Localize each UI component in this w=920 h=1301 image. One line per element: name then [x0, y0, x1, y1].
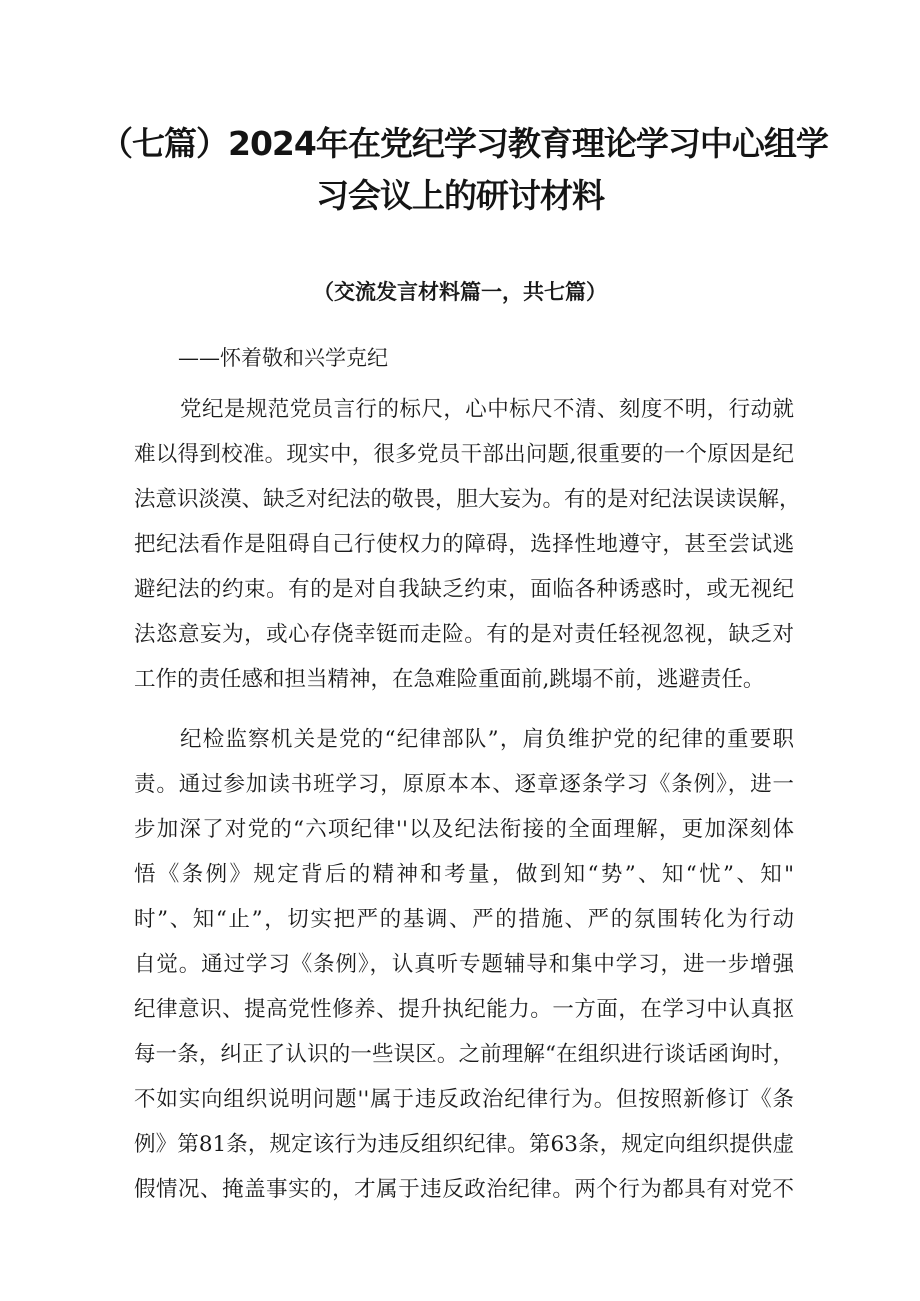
- paragraph-line: 难以得到校准。现实中，很多党员干部出问题,很重要的一个原因是纪: [134, 442, 794, 467]
- paragraph-line: 纪律意识、提高党性修养、提升执纪能力。一方面，在学习中认真抠: [134, 997, 794, 1022]
- paragraph-line: 法恣意妄为，或心存侥幸铤而走险。有的是对责任轻视忽视，缺乏对: [134, 622, 794, 647]
- paragraph-line: 纪检监察机关是党的“纪律部队”，肩负维护党的纪律的重要职: [180, 727, 794, 752]
- paragraph-line: 责。通过参加读书班学习，原原本本、逐章逐条学习《条例》，进一: [134, 772, 794, 797]
- paragraph-line: 步加深了对党的“六项纪律''以及纪法衔接的全面理解，更加深刻体: [134, 817, 794, 842]
- paragraph-line: 法意识淡漠、缺乏对纪法的敬畏，胆大妄为。有的是对纪法误读误解，: [134, 487, 801, 512]
- document-title-line-2: 习会议上的研讨材料: [316, 176, 604, 215]
- paragraph-line: 把纪法看作是阻碍自己行使权力的障碍，选择性地遵守，甚至尝试逃: [134, 532, 794, 557]
- section-tagline: ——怀着敬和兴学克纪: [178, 346, 388, 370]
- paragraph-line: 例》第81条，规定该行为违反组织纪律。第63条，规定向组织提供虚: [134, 1132, 795, 1157]
- paragraph-line: 每一条，纠正了认识的一些误区。之前理解“在组织进行谈话函询时，: [134, 1042, 794, 1067]
- paragraph-line: 不如实向组织说明问题''属于违反政治纪律行为。但按照新修订《条: [134, 1087, 794, 1112]
- section-subtitle: （交流发言材料篇一，共七篇）: [313, 279, 607, 304]
- paragraph-line: 党纪是规范党员言行的标尺，心中标尺不清、刻度不明，行动就: [180, 397, 794, 422]
- paragraph-line: 避纪法的约束。有的是对自我缺乏约束，面临各种诱惑时，或无视纪: [134, 577, 794, 602]
- paragraph-line: 时”、知“止”，切实把严的基调、严的措施、严的氛围转化为行动: [134, 907, 794, 932]
- paragraph-line: 自觉。通过学习《条例》，认真听专题辅导和集中学习，进一步增强: [134, 952, 794, 977]
- document-title-line-1: （七篇）2024年在党纪学习教育理论学习中心组学: [100, 124, 828, 163]
- paragraph-line: 假情况、掩盖事实的，才属于违反政治纪律。两个行为都具有对党不: [134, 1177, 794, 1202]
- paragraph-line: 工作的责任感和担当精神，在急难险重面前,跳塌不前，逃避责任。: [134, 667, 765, 692]
- paragraph-line: 悟《条例》规定背后的精神和考量，做到知“势”、知“忧”、知": [134, 862, 794, 887]
